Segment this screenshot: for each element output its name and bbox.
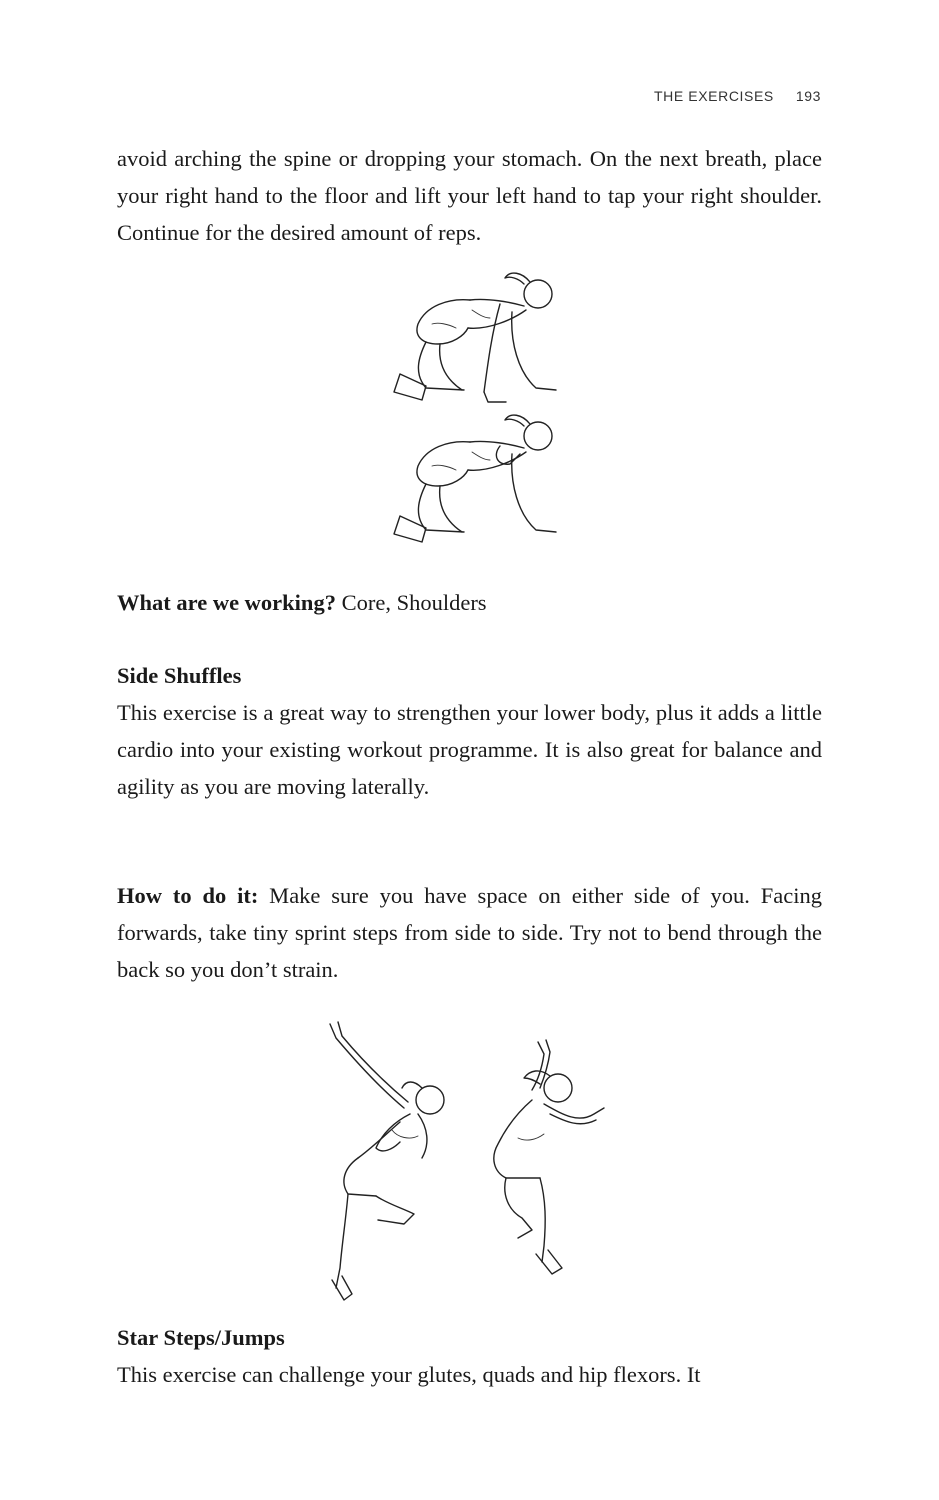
working-line-1 (117, 584, 822, 621)
how-to-label: How to do it: (117, 883, 259, 908)
working-value: Core, Shoulders (335, 590, 487, 615)
star-steps-section (117, 1319, 822, 1393)
side-shuffles-heading: Side Shuffles (117, 663, 242, 688)
section-title: THE EXERCISES (654, 88, 774, 104)
side-shuffles-body: This exercise is a great way to strengthen your lower body, plus it adds a little cardio into your existing workout programme. It is also great for balance and agility as you are moving laterally. (117, 700, 822, 799)
star-steps-body: This exercise can challenge your glutes, quads and hip flexors. It (117, 1362, 701, 1387)
shuffle-figure-right (494, 1040, 604, 1274)
side-shuffles-section (117, 657, 822, 805)
intro-paragraph-block (117, 140, 822, 251)
working-label: What are we working? (117, 590, 336, 615)
star-steps-heading: Star Steps/Jumps (117, 1325, 285, 1350)
shuffle-figure-left (330, 1022, 444, 1300)
how-to-text: Make sure you have space on either side of you. Facing forwards, take tiny sprint steps from side to side. Try not to bend through the back so you don’t strain. (117, 883, 822, 982)
intro-paragraph: avoid arching the spine or dropping your stomach. On the next breath, place your right hand to the floor and lift your left hand to tap your right shoulder. Continue for the desired amount of reps. (117, 146, 822, 245)
running-head (654, 88, 821, 104)
tabletop-figure-top (394, 273, 556, 402)
how-to-block (117, 877, 822, 988)
side-shuffle-illustration (318, 1018, 618, 1308)
shoulder-tap-illustration (360, 262, 575, 552)
page-number: 193 (795, 88, 821, 104)
tabletop-figure-bottom (394, 415, 556, 542)
